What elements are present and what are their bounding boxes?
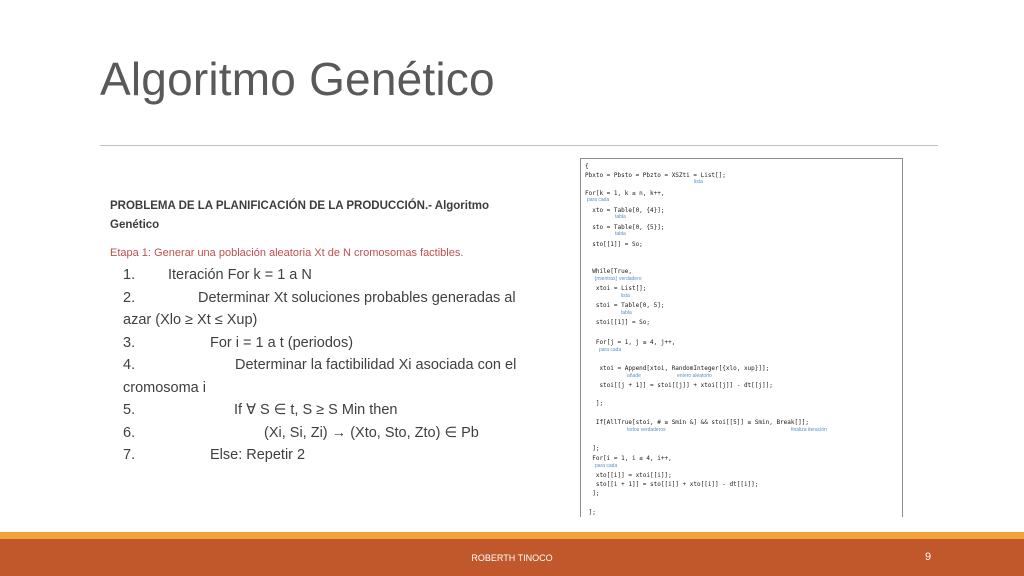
code-line: xto = Table[0, {4}]; (585, 207, 665, 214)
code-line: sto[[i + 1]] = sto[[i]] + xto[[i]] - dt[[i]]; (585, 481, 759, 488)
code-line: ]; (585, 509, 596, 516)
code-line: For[k = 1, k ≤ n, k++, (585, 190, 665, 197)
step-number: 4. (123, 357, 136, 373)
step-number: 6. (123, 424, 136, 441)
code-line: ]; (585, 445, 600, 452)
step-text: Determinar Xt soluciones probables generadas al (198, 289, 516, 306)
code-hint: entero aleatorio (677, 373, 712, 379)
problem-heading: PROBLEMA DE LA PLANIFICACIÓN DE LA PRODUCCIÓN.- Algoritmo Genético (110, 200, 490, 231)
step-item (110, 355, 517, 378)
code-line: xtoi = Append[xtoi, RandomInteger[{xlo, xup}]]; (585, 365, 770, 372)
code-screenshot (580, 158, 903, 517)
code-line: For[j = 1, j ≤ 4, j++, (585, 339, 676, 346)
step-number: 5. (123, 402, 136, 418)
code-line: sto[[1]] = So; (585, 241, 643, 248)
step-item (110, 423, 502, 446)
code-hint: tabla (621, 310, 632, 316)
stage-line: Etapa 1: Generar una población aleatoria Xt de N cromosomas factibles. (110, 247, 464, 259)
step-text: Determinar la factibilidad Xi asociada con el (235, 357, 517, 373)
code-line: stoi[[j + 1]] = stoi[[j]] + xtoi[[j]] - dt[[j]]; (585, 382, 773, 389)
step-text: For i = 1 a t (periodos) (210, 334, 354, 351)
step-text: (Xi, Si, Zi) → (Xto, Sto, Zto) ∈ Pb (264, 424, 479, 441)
step-item (110, 378, 502, 401)
step-number: 1. (123, 267, 136, 283)
code-line: sto = Table[0, {5}]; (585, 224, 665, 231)
step-number: 2. (123, 289, 136, 306)
code-hint: tabla (615, 231, 626, 237)
step-item (110, 333, 502, 356)
code-hint: verdadero (619, 276, 642, 282)
step-text: Else: Repetir 2 (210, 447, 306, 463)
code-hint: lista (694, 179, 703, 185)
code-hint: lista (621, 293, 630, 299)
footer-author: ROBERTH TINOCO (471, 553, 553, 563)
code-line: Pbxto = Pbsto = Pbzto = XSZti = List[]; (585, 172, 726, 179)
steps-list (110, 265, 517, 468)
step-item (110, 445, 502, 468)
algorithm-description (110, 197, 517, 468)
code-hint: para cada (595, 463, 618, 469)
step-text: Iteración For k = 1 a N (168, 267, 312, 283)
title-divider (100, 145, 938, 146)
step-text: cromosoma i (123, 379, 206, 396)
slide-title: Algoritmo Genético (100, 53, 495, 105)
step-item (110, 288, 516, 311)
step-item (110, 400, 502, 423)
code-hint: finaliza iteración (791, 427, 827, 433)
code-hint: añade (627, 373, 641, 379)
step-item (110, 265, 502, 288)
code-line: For[i = 1, i ≤ 4, i++, (585, 455, 672, 462)
step-text: azar (Xlo ≥ Xt ≤ Xup) (123, 312, 258, 328)
code-hint: tabla (615, 214, 626, 220)
step-item (110, 310, 502, 333)
code-line: { (585, 163, 589, 170)
step-number: 3. (123, 334, 136, 351)
page-number: 9 (925, 551, 932, 563)
code-hint: [mientras] (595, 276, 617, 282)
code-line: xto[[i]] = xtoi[[i]]; (585, 472, 672, 479)
code-line: stoi = Table[0, 5]; (585, 302, 665, 309)
code-line: stoi[[1]] = So; (585, 319, 651, 326)
code-line: ]; (585, 490, 600, 497)
step-text: If ∀ S ∈ t, S ≥ S Min then (234, 402, 398, 418)
code-line: While[True, (585, 268, 632, 275)
code-line: ]; (585, 400, 604, 407)
code-line: xtoi = List[]; (585, 285, 647, 292)
code-hint: para cada (587, 197, 610, 203)
code-hint: para cada (599, 347, 622, 353)
code-hint: todos verdaderos (627, 427, 666, 433)
step-number: 7. (123, 447, 136, 463)
footer-accent-stripe (0, 532, 1024, 539)
code-line: If[AllTrue[stoi, # ≥ Smin &] && stoi[[5]] ≥ Smin, Break[]]; (585, 419, 809, 426)
